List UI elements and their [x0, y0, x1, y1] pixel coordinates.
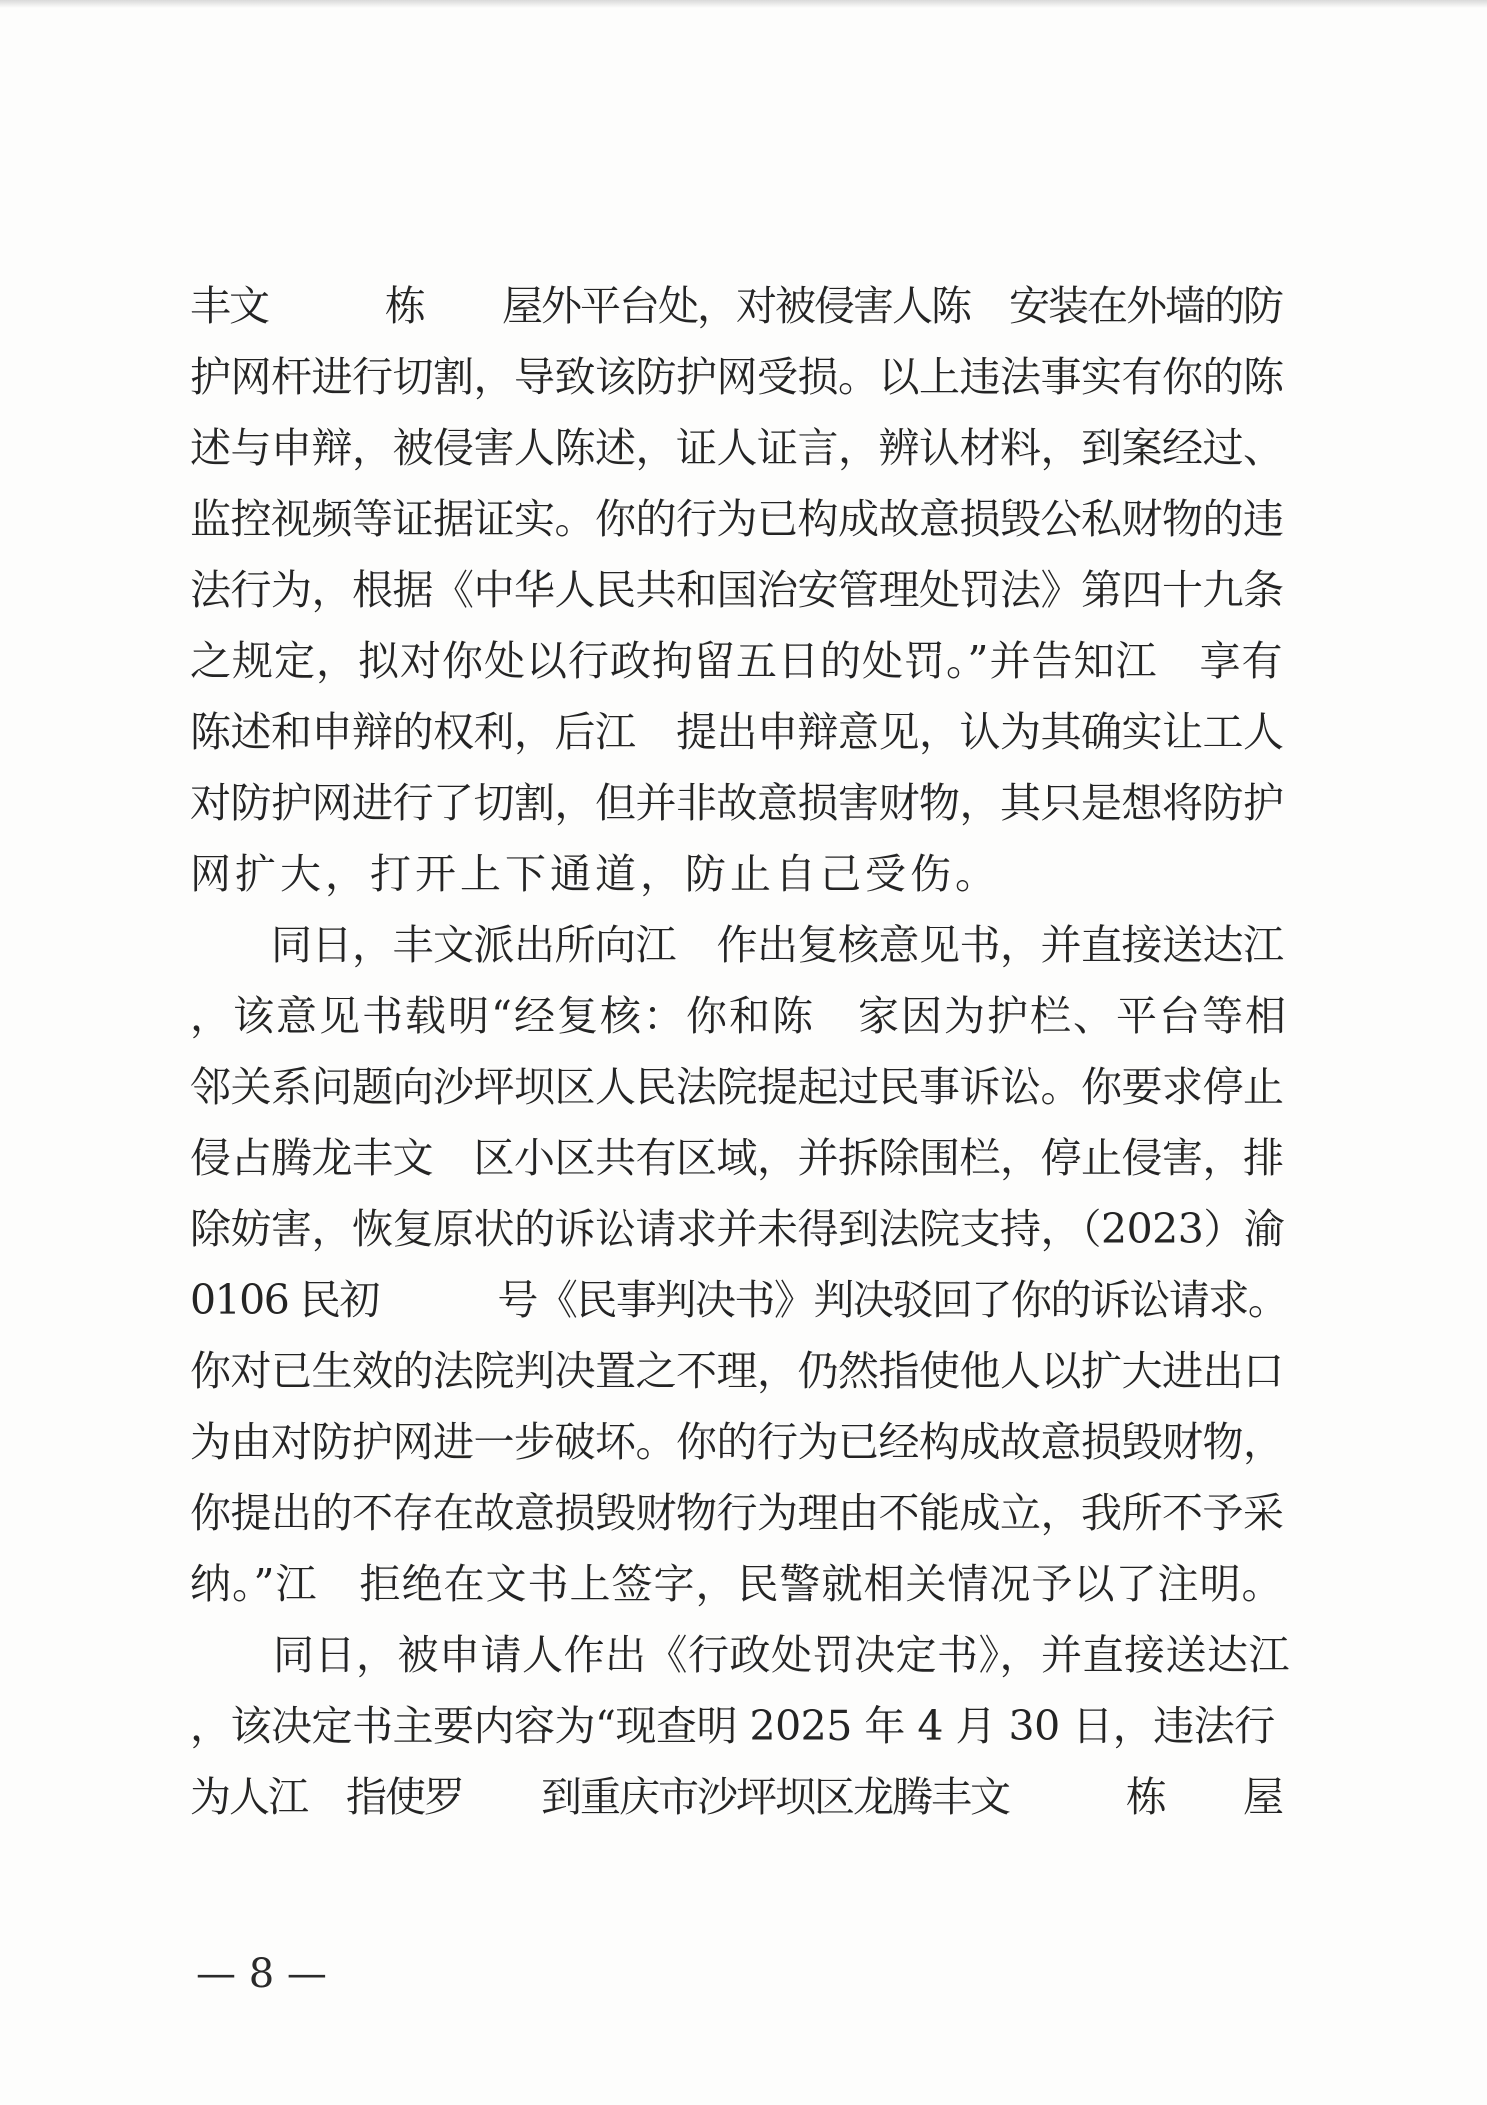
- body-line-6: 之规定，拟对你处以行政拘留五日的处罚。”并告知江 享有: [190, 637, 1284, 685]
- body-line-12: 邻关系问题向沙坪坝区人民法院提起过民事诉讼。你要求停止: [190, 1063, 1284, 1111]
- body-line-22: 为人江 指使罗 到重庆市沙坪坝区龙腾丰文 栋 屋: [190, 1773, 1282, 1821]
- body-line-7: 陈述和申辩的权利，后江 提出申辩意见，认为其确实让工人: [190, 708, 1284, 756]
- body-line-18: 你提出的不存在故意损毁财物行为理由不能成立，我所不予采: [190, 1489, 1284, 1537]
- body-line-1: 丰文 栋 屋外平台处，对被侵害人陈 安装在外墙的防: [190, 282, 1282, 330]
- body-line-4: 监控视频等证据证实。你的行为已构成故意损毁公私财物的违: [190, 495, 1284, 543]
- body-line-16: 你对已生效的法院判决置之不理，仍然指使他人以扩大进出口: [190, 1347, 1284, 1395]
- body-line-21: ，该决定书主要内容为“现查明 2025 年 4 月 30 日，违法行: [190, 1702, 1275, 1750]
- page-number: — 8 —: [196, 1951, 327, 1997]
- body-line-19: 纳。”江 拒绝在文书上签字，民警就相关情况予以了注明。: [190, 1560, 1284, 1608]
- body-line-3: 述与申辩，被侵害人陈述，证人证言，辨认材料，到案经过、: [190, 424, 1284, 472]
- body-line-8: 对防护网进行了切割，但并非故意损害财物，其只是想将防护: [190, 779, 1284, 827]
- body-line-15: 0106 民初 号《民事判决书》判决驳回了你的诉讼请求。: [190, 1276, 1288, 1324]
- body-line-13: 侵占腾龙丰文 区小区共有区域，并拆除围栏，停止侵害，排: [190, 1134, 1284, 1182]
- body-line-17: 为由对防护网进一步破坏。你的行为已经构成故意损毁财物，: [190, 1418, 1284, 1466]
- scan-top-edge: [0, 0, 1487, 8]
- body-line-10: 同日，丰文派出所向江 作出复核意见书，并直接送达江: [190, 921, 1284, 969]
- body-line-5: 法行为，根据《中华人民共和国治安管理处罚法》第四十九条: [190, 566, 1284, 614]
- body-line-9: 网扩大，打开上下通道，防止自己受伤。: [190, 850, 1000, 898]
- body-line-14: 除妨害，恢复原状的诉讼请求并未得到法院支持，（2023）渝: [190, 1205, 1285, 1253]
- body-line-20: 同日，被申请人作出《行政处罚决定书》，并直接送达江: [190, 1631, 1290, 1679]
- body-line-2: 护网杆进行切割，导致该防护网受损。以上违法事实有你的陈: [190, 353, 1284, 401]
- body-line-11: ，该意见书载明“经复核：你和陈 家因为护栏、平台等相: [190, 992, 1288, 1040]
